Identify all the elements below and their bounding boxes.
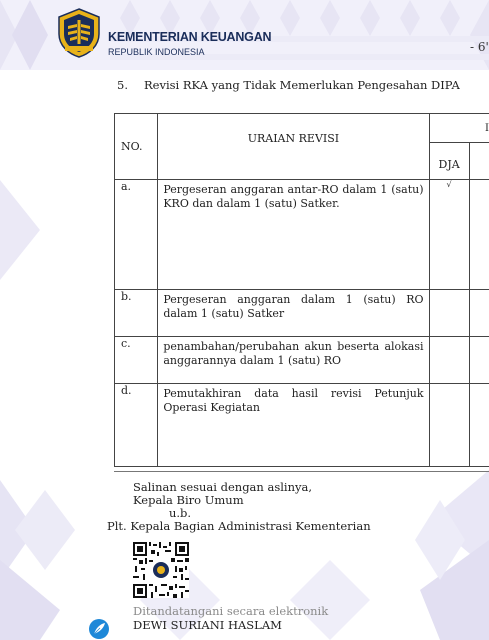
row-number: d.: [115, 384, 158, 467]
row-dja-check: √: [429, 180, 469, 290]
section-title-text: Revisi RKA yang Tidak Memerlukan Pengesahan DIPA: [144, 78, 460, 92]
revision-table: [114, 113, 489, 467]
copy-statement: Salinan sesuai dengan aslinya,: [133, 480, 313, 494]
header-partial: I: [469, 143, 489, 180]
row-extra-cell: [469, 384, 489, 467]
on-behalf-label: u.b.: [169, 506, 192, 520]
section-heading: [117, 78, 460, 92]
qr-code-icon: [133, 542, 189, 598]
header-uraian-revisi: URAIAN REVISI: [158, 114, 429, 180]
letterhead: [0, 0, 489, 70]
row-dja-check: [429, 290, 469, 337]
row-extra-cell: [469, 290, 489, 337]
row-dja-check: [429, 384, 469, 467]
signature-divider: [114, 471, 489, 472]
row-number: c.: [115, 337, 158, 384]
republic-name: REPUBLIK INDONESIA: [108, 47, 205, 57]
ministry-name: KEMENTERIAN KEUANGAN: [108, 30, 272, 44]
table-row: [115, 290, 489, 337]
feather-icon: [88, 618, 110, 640]
table-row: [115, 337, 489, 384]
ministry-logo-icon: [55, 8, 103, 58]
page-number: - 6': [470, 40, 489, 54]
table-row: [115, 180, 489, 290]
signer-office: Kepala Biro Umum: [133, 493, 244, 507]
table-row: [115, 384, 489, 467]
signer-name: DEWI SURIANI HASLAM: [133, 618, 282, 632]
section-number: 5.: [117, 78, 128, 92]
row-description: penambahan/perubahan akun beserta alokasi anggarannya dalam 1 (satu) RO: [158, 337, 429, 384]
signer-position: Plt. Kepala Bagian Administrasi Kementerian: [107, 519, 371, 533]
header-group: [429, 114, 489, 143]
row-extra-cell: [469, 180, 489, 290]
electronic-signature-note: Ditandatangani secara elektronik: [133, 604, 329, 618]
row-dja-check: [429, 337, 469, 384]
row-number: b.: [115, 290, 158, 337]
row-description: Pemutakhiran data hasil revisi Petunjuk Operasi Kegiatan: [158, 384, 429, 467]
header-no: NO.: [115, 114, 158, 180]
row-description: Pergeseran anggaran dalam 1 (satu) RO dalam 1 (satu) Satker: [158, 290, 429, 337]
header-dja: DJA: [429, 143, 469, 180]
row-number: a.: [115, 180, 158, 290]
row-description: Pergeseran anggaran antar-RO dalam 1 (satu) KRO dan dalam 1 (satu) Satker.: [158, 180, 429, 290]
row-extra-cell: [469, 337, 489, 384]
table-header-row: [115, 114, 489, 143]
